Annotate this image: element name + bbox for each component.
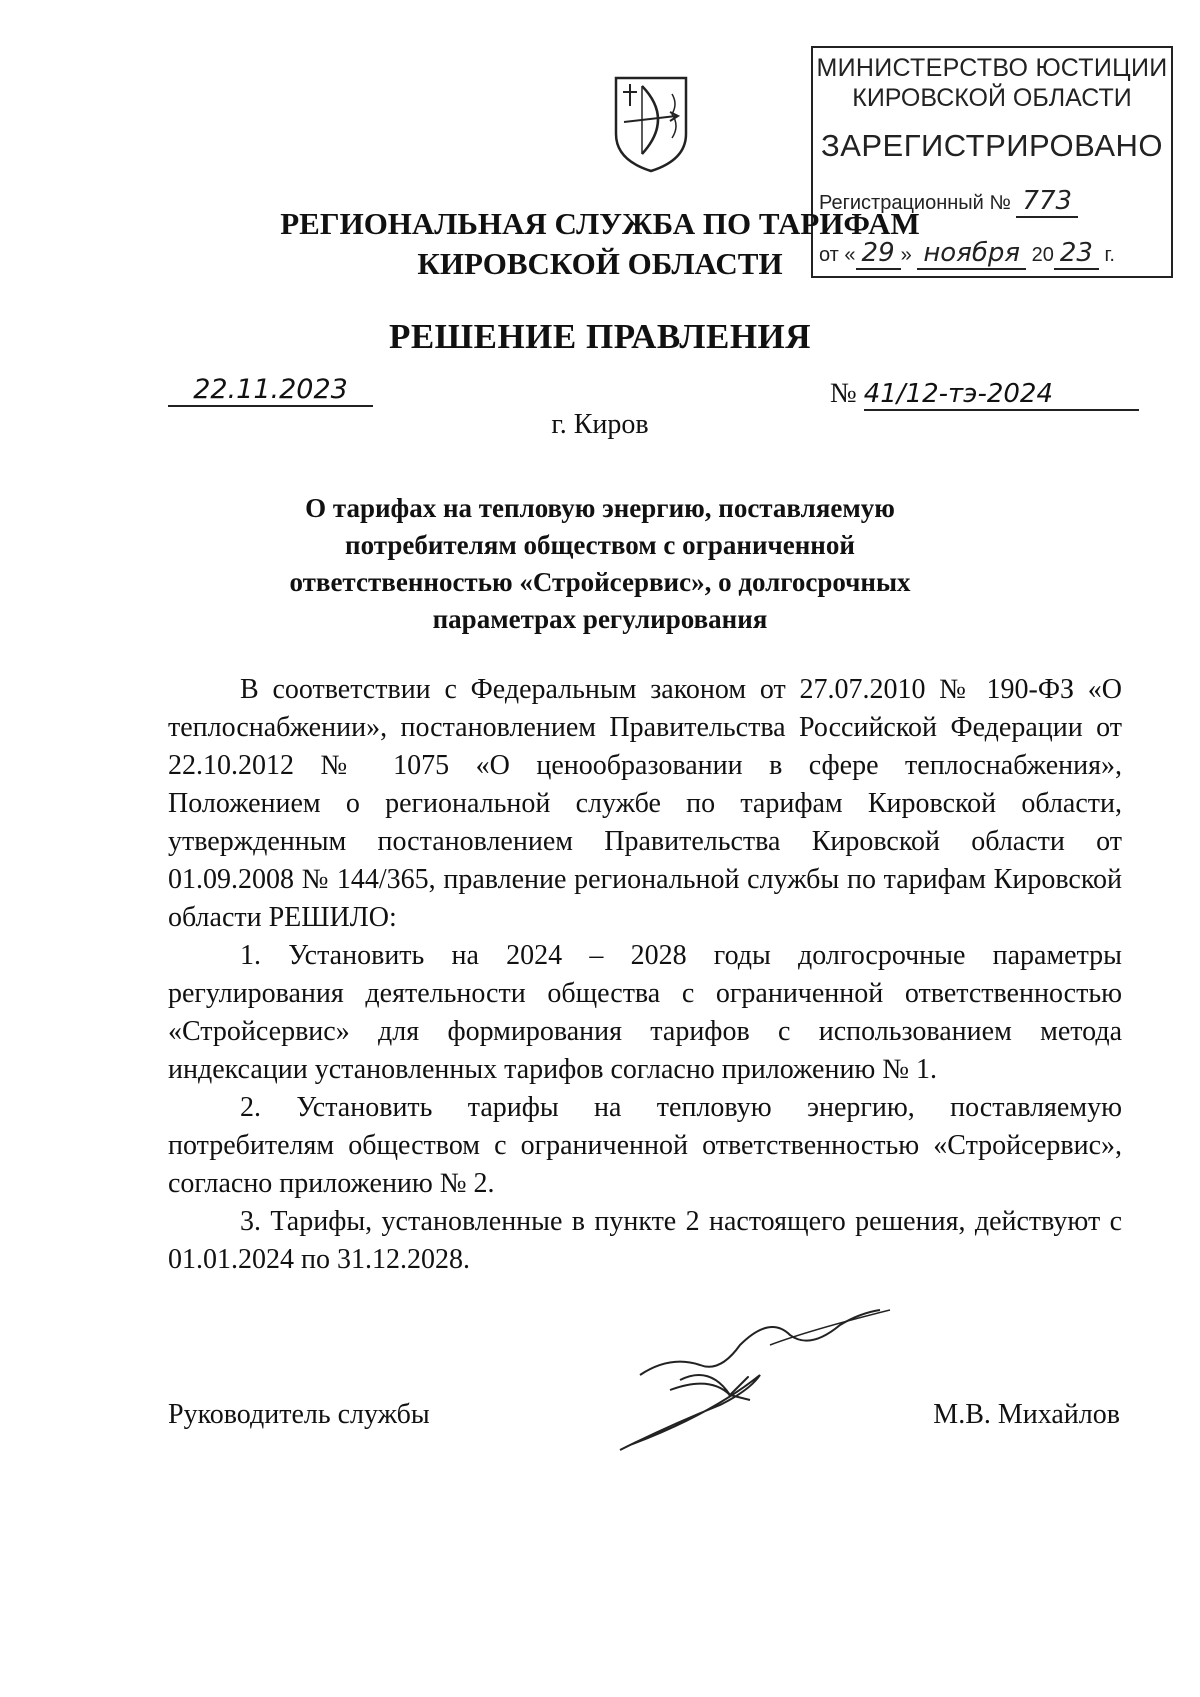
subject-line: потребителям обществом с ограниченной bbox=[345, 530, 855, 560]
stamp-date-suffix: г. bbox=[1104, 244, 1115, 266]
decision-item-1: 1. Установить на 2024 – 2028 годы долгосрочные параметры регулирования деятельности общества с ограниченной ответственностью «Стройсервис» для формирования тарифов с использованием метода индексации установленных тарифов согласно приложению № 1. bbox=[168, 940, 1122, 1085]
document-number-row bbox=[830, 378, 1139, 411]
org-name-line1: РЕГИОНАЛЬНАЯ СЛУЖБА ПО ТАРИФАМ bbox=[280, 206, 920, 241]
handwritten-signature-icon bbox=[610, 1305, 910, 1465]
stamp-date-month: ноября bbox=[917, 238, 1026, 270]
decision-item-2: 2. Установить тарифы на тепловую энергию, поставляемую потребителям обществом с ограниченной ответственностью «Стройсервис», согласно приложению № 2. bbox=[168, 1092, 1122, 1199]
registration-stamp bbox=[811, 46, 1173, 278]
document-date: 22.11.2023 bbox=[168, 374, 373, 407]
stamp-reg-label: Регистрационный № bbox=[819, 192, 1011, 214]
stamp-date-prefix: от « bbox=[819, 244, 856, 266]
stamp-region: КИРОВСКОЙ ОБЛАСТИ bbox=[852, 84, 1132, 112]
stamp-date-year-prefix: 20 bbox=[1031, 244, 1054, 266]
decision-item-3: 3. Тарифы, установленные в пункте 2 настоящего решения, действуют с 01.01.2024 по 31.12.2028. bbox=[168, 1206, 1122, 1275]
document-number-label: № bbox=[830, 378, 857, 409]
stamp-ministry: МИНИСТЕРСТВО ЮСТИЦИИ bbox=[816, 54, 1168, 82]
stamp-reg-number: 773 bbox=[1016, 186, 1078, 218]
signer-name: М.В. Михайлов bbox=[933, 1399, 1120, 1430]
stamp-date-mid: » bbox=[900, 244, 912, 266]
subject-line: параметрах регулирования bbox=[432, 604, 768, 634]
document-city: г. Киров bbox=[551, 409, 649, 440]
document-number: 41/12-тэ-2024 bbox=[864, 379, 1139, 411]
document-body bbox=[168, 671, 1122, 1279]
kirov-coat-of-arms-icon bbox=[612, 74, 690, 174]
stamp-status: ЗАРЕГИСТРИРОВАНО bbox=[820, 128, 1163, 163]
stamp-date-day: 29 bbox=[856, 238, 901, 270]
signer-position: Руководитель службы bbox=[168, 1399, 430, 1430]
document-subject bbox=[240, 490, 960, 638]
stamp-date-year-suffix: 23 bbox=[1054, 238, 1099, 270]
org-name-line2: КИРОВСКОЙ ОБЛАСТИ bbox=[417, 246, 783, 281]
preamble-paragraph: В соответствии с Федеральным законом от 27.07.2010 № 190-ФЗ «О теплоснабжении», постановлением Правительства Российской Федерации от 22.10.2012 № 1075 «О ценообразовании в сфере теплоснабжения», Положением о региональной службе по тарифам Кировской области, утвержденным постановлением Правительства Кировской области от 01.09.2008 № 144/365, правление региональной службы по тарифам Кировской области РЕШИЛО: bbox=[168, 674, 1122, 933]
document-type: РЕШЕНИЕ ПРАВЛЕНИЯ bbox=[388, 317, 812, 356]
subject-line: ответственностью «Стройсервис», о долгосрочных bbox=[289, 567, 911, 597]
subject-line: О тарифах на тепловую энергию, поставляемую bbox=[305, 493, 895, 523]
